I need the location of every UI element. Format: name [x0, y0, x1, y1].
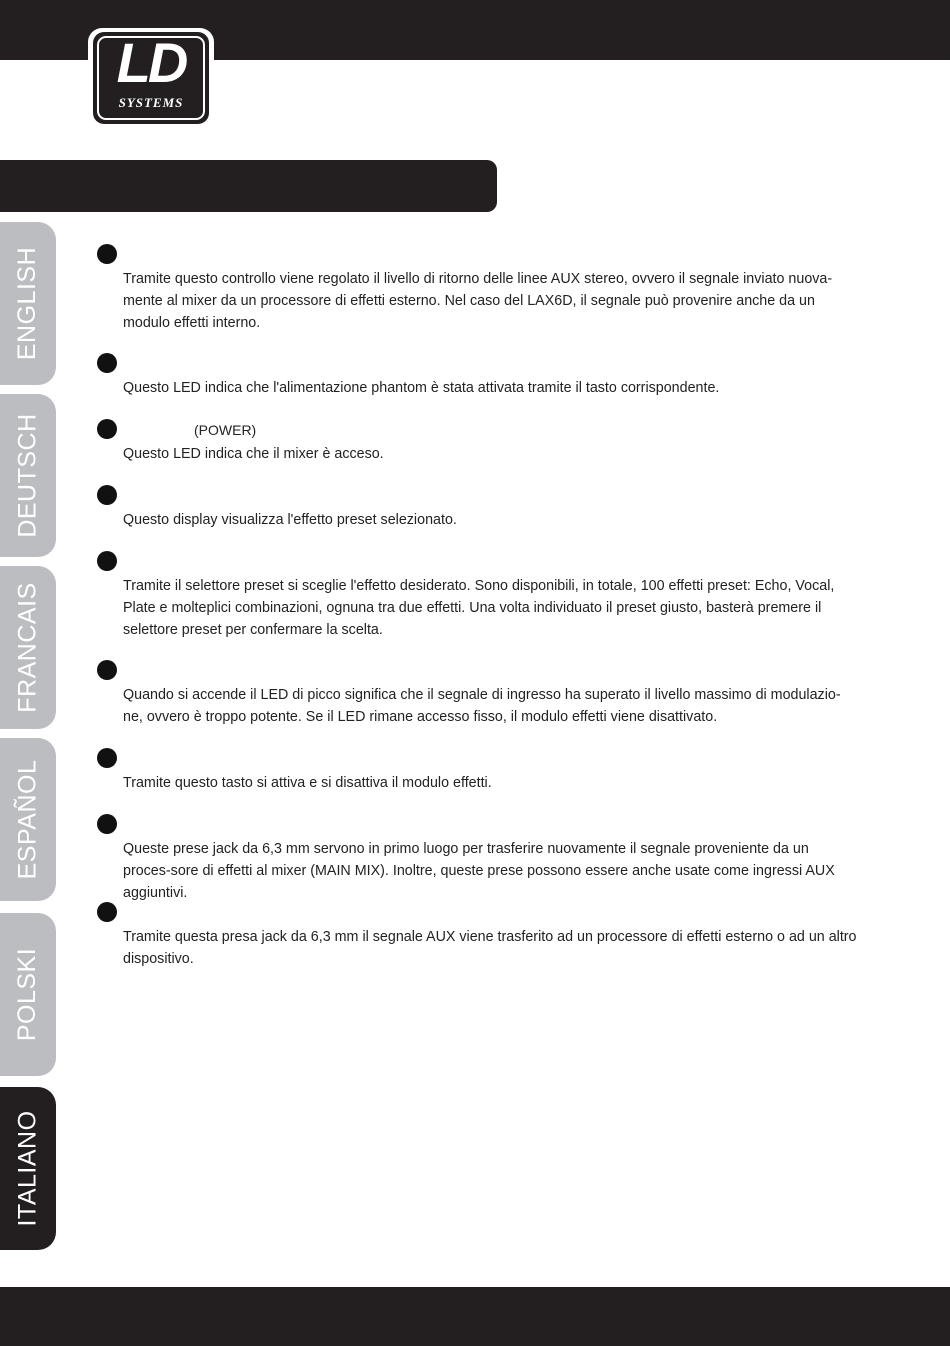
item-text: Tramite questo tasto si attiva e si disattiva il modulo effetti. [123, 775, 492, 791]
tab-label: DEUTSCH [13, 413, 42, 538]
item-text: Questo display visualizza l'effetto preset selezionato. [123, 512, 457, 528]
bullet-marker [97, 748, 117, 768]
ld-systems-logo [88, 28, 214, 128]
bottom-bar [0, 1287, 950, 1346]
bullet-marker [97, 814, 117, 834]
item-text: Tramite il selettore preset si sceglie l'effetto desiderato. Sono disponibili, in totale, 100 effetti preset: Echo, Vocal, Plate e molteplici combinazioni, ognuna tra due effetti. Una volta individuato il preset giusto, basterà premere il selettore preset per confermare la scelta. [123, 578, 835, 639]
tab-espanol[interactable] [0, 738, 56, 901]
tab-polski[interactable] [0, 913, 56, 1076]
bullet-marker [97, 485, 117, 505]
tab-label: ITALIANO [13, 1110, 42, 1227]
tab-english[interactable] [0, 222, 56, 385]
item-text: Questo LED indica che il mixer è acceso. [123, 446, 384, 462]
logo-badge [93, 32, 209, 124]
tab-deutsch[interactable] [0, 394, 56, 557]
item-text: Questo LED indica che l'alimentazione phantom è stata attivata tramite il tasto corrispondente. [123, 380, 720, 396]
section-title-bar [0, 160, 497, 212]
tab-label: POLSKI [13, 947, 42, 1042]
logo-subtitle: SYSTEMS [118, 95, 184, 110]
tab-label: FRANCAIS [13, 582, 42, 713]
item-text: Queste prese jack da 6,3 mm servono in primo luogo per trasferire nuovamente il segnale proveniente da un proces-sore di effetti al mixer (MAIN MIX). Inoltre, queste prese possono essere anche usate come ingressi AUX aggiuntivi. [123, 841, 835, 902]
bullet-marker [97, 902, 117, 922]
bullet-marker [97, 419, 117, 439]
bullet-marker [97, 244, 117, 264]
logo-brand: LD [116, 31, 186, 94]
bullet-marker [97, 551, 117, 571]
tab-label: ENGLISH [13, 246, 42, 361]
bullet-marker [97, 353, 117, 373]
item-text: Tramite questo controllo viene regolato il livello di ritorno delle linee AUX stereo, ovvero il segnale inviato nuova-mente al mixer da un processore di effetti esterno. Nel caso del LAX6D, il segnale può provenire anche da un modulo effetti interno. [123, 271, 833, 332]
bullet-marker [97, 660, 117, 680]
tab-italiano[interactable] [0, 1087, 56, 1250]
item-text: Tramite questa presa jack da 6,3 mm il segnale AUX viene trasferito ad un processore di effetti esterno o ad un altro dispositivo. [123, 929, 857, 968]
tab-label: ESPAÑOL [13, 759, 42, 880]
item-heading: (POWER) [194, 422, 257, 438]
item-text: Quando si accende il LED di picco significa che il segnale di ingresso ha superato il livello massimo di modulazio-ne, ovvero è troppo potente. Se il LED rimane accesso fisso, il modulo effetti viene disattivato. [123, 687, 841, 726]
tab-francais[interactable] [0, 566, 56, 729]
